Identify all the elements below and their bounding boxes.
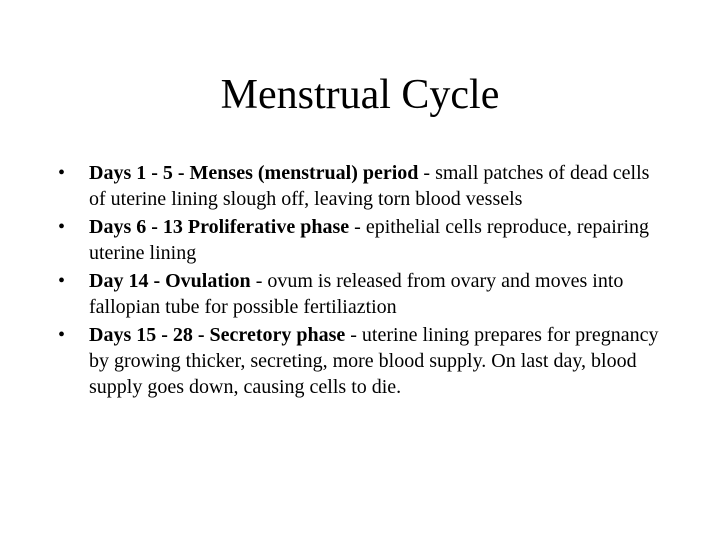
slide-title: Menstrual Cycle [220, 72, 500, 118]
bullet-heading: Days 6 - 13 Proliferative phase [89, 216, 350, 238]
bullet-list [58, 160, 668, 402]
bullet-text: - uterine lining prepares for pregnancy by growing thicker, secreting, more blood supply. On last day, blood supply goes down, causing cells to die. [89, 324, 659, 398]
bullet-item [58, 160, 668, 212]
bullet-text: - small patches of dead cells of uterine lining slough off, leaving torn blood vessels [89, 162, 650, 210]
bullet-heading: Days 15 - 28 - Secretory phase [89, 324, 346, 346]
bullet-heading: Days 1 - 5 - Menses (menstrual) period [89, 162, 419, 184]
bullet-item [58, 322, 668, 400]
bullet-text: - ovum is released from ovary and moves into fallopian tube for possible fertiliaztion [89, 270, 624, 318]
bullet-heading: Day 14 - Ovulation [89, 270, 251, 292]
bullet-item [58, 214, 668, 266]
bullet-item [58, 268, 668, 320]
bullet-text: - epithelial cells reproduce, repairing uterine lining [89, 216, 650, 264]
